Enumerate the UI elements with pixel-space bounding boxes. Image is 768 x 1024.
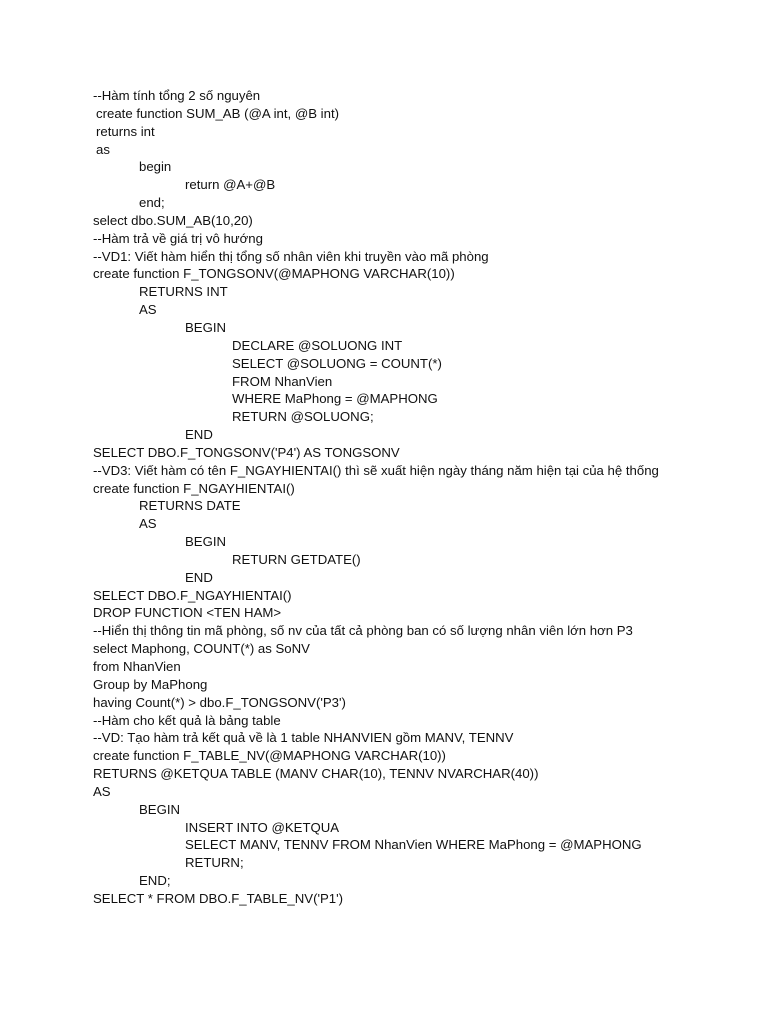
text-line: create function F_TABLE_NV(@MAPHONG VARCHAR(10)) (93, 748, 446, 764)
text-line: create function F_NGAYHIENTAI() (93, 480, 295, 496)
text-line: begin (139, 159, 172, 175)
text-line: SELECT DBO.F_NGAYHIENTAI() (93, 587, 292, 603)
text-line: --VD1: Viết hàm hiển thị tổng số nhân viên khi truyền vào mã phòng (93, 248, 489, 264)
text-line: --Hàm tính tổng 2 số nguyên (93, 88, 261, 103)
text-line: RETURNS @KETQUA TABLE (MANV CHAR(10), TENNV NVARCHAR(40)) (93, 766, 539, 782)
text-line: --VD3: Viết hàm có tên F_NGAYHIENTAI() thì sẽ xuất hiện ngày tháng năm hiện tại của hệ thống (93, 462, 659, 478)
text-line: returns int (96, 123, 155, 139)
text-line: select dbo.SUM_AB(10,20) (93, 212, 253, 228)
text-line: select Maphong, COUNT(*) as SoNV (93, 641, 310, 657)
text-line: WHERE MaPhong = @MAPHONG (232, 391, 438, 407)
text-line: from NhanVien (93, 659, 181, 674)
document-body (93, 87, 683, 908)
text-line: RETURNS DATE (139, 498, 241, 514)
text-line: --Hàm trả về giá trị vô hướng (93, 230, 263, 246)
text-line: FROM NhanVien (232, 373, 333, 389)
text-line: create function F_TONGSONV(@MAPHONG VARCHAR(10)) (93, 266, 455, 282)
text-line: AS (93, 783, 111, 799)
text-line: SELECT MANV, TENNV FROM NhanVien WHERE MaPhong = @MAPHONG (185, 837, 642, 853)
text-line: as (96, 141, 110, 157)
text-line: END (185, 427, 213, 443)
text-line: Group by MaPhong (93, 676, 208, 692)
text-line: RETURN; (185, 855, 244, 871)
text-line: DECLARE @SOLUONG INT (232, 337, 403, 353)
text-line: end; (139, 195, 165, 211)
text-line: return @A+@B (185, 177, 276, 193)
text-line: SELECT DBO.F_TONGSONV('P4') AS TONGSONV (93, 444, 400, 460)
text-line: --VD: Tạo hàm trả kết quả về là 1 table NHANVIEN gồm MANV, TENNV (93, 730, 514, 746)
text-line: SELECT @SOLUONG = COUNT(*) (232, 355, 442, 371)
text-line: BEGIN (185, 534, 227, 550)
text-line: END; (139, 873, 171, 889)
text-line: AS (139, 516, 157, 532)
text-line: RETURNS INT (139, 284, 228, 300)
text-line: --Hiển thị thông tin mã phòng, số nv của tất cả phòng ban có số lượng nhân viên lớn hơn P3 (93, 623, 633, 639)
text-line: INSERT INTO @KETQUA (185, 819, 340, 835)
text-line: DROP FUNCTION <TEN HAM> (93, 605, 282, 621)
text-line: BEGIN (139, 801, 181, 817)
text-line: BEGIN (185, 319, 227, 335)
text-line: END (185, 569, 213, 585)
text-line: RETURN @SOLUONG; (232, 409, 374, 425)
text-line: having Count(*) > dbo.F_TONGSONV('P3') (93, 694, 346, 710)
text-line: --Hàm cho kết quả là bảng table (93, 712, 281, 728)
text-line: create function SUM_AB (@A int, @B int) (96, 105, 339, 121)
text-line: AS (139, 302, 157, 318)
text-line: RETURN GETDATE() (232, 551, 361, 567)
text-line: SELECT * FROM DBO.F_TABLE_NV('P1') (93, 890, 344, 906)
